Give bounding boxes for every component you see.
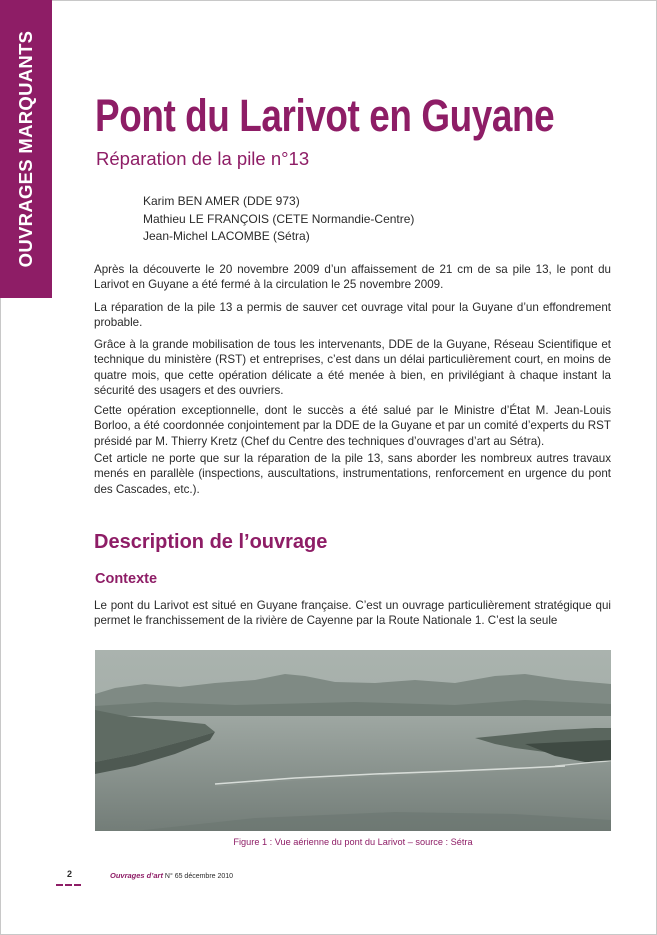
subsection-heading: Contexte: [95, 571, 158, 587]
aerial-bridge-photo: [95, 650, 611, 831]
section-band: [0, 0, 52, 298]
section-heading: Description de l’ouvrage: [94, 531, 328, 553]
journal-issue: N° 65 décembre 2010: [164, 873, 234, 880]
intro-paragraph: La réparation de la pile 13 a permis de sauver cet ouvrage vital pour la Guyane d’un effondrement probable.: [94, 301, 611, 330]
section-band-label: OUVRAGES MARQUANTS: [15, 30, 36, 268]
article-title: Pont du Larivot en Guyane: [95, 90, 555, 141]
figure-caption: Figure 1 : Vue aérienne du pont du Larivot – source : Sétra: [233, 837, 473, 847]
intro-paragraph: Cette opération exceptionnelle, dont le succès a été salué par le Ministre d’État M. Jean-Louis Borloo, a été coordonnée conjointement par la DDE de la Guyane et par un comité d’experts du RST présidé par M. Thierry Kretz (Chef du Centre des techniques d’ouvrages d’art au Sétra).: [94, 404, 611, 448]
intro-paragraph: Grâce à la grande mobilisation de tous les intervenants, DDE de la Guyane, Réseau Scientifique et technique du ministère (RST) et entreprises, c’est dans un délai particulièrement court, en moins de quatre mois, que cette opération délicate a été menée à bien, en privilégiant à chaque instant la sécurité des usagers et des ouvriers.: [94, 338, 611, 397]
article-subtitle: Réparation de la pile n°13: [96, 148, 310, 169]
journal-reference: [110, 871, 233, 880]
intro-paragraph: Après la découverte le 20 novembre 2009 d’un affaissement de 21 cm de sa pile 13, le pont du Larivot en Guyane a été fermé à la circulation le 25 novembre 2009.: [94, 263, 611, 292]
page-number-mark: [56, 884, 82, 890]
author-list: [143, 193, 414, 246]
author-item: Mathieu LE FRANÇOIS (CETE Normandie-Centre): [143, 211, 415, 226]
author-item: Karim BEN AMER (DDE 973): [143, 194, 300, 208]
context-paragraph: Le pont du Larivot est situé en Guyane française. C’est un ouvrage particulièrement stratégique qui permet le franchissement de la rivière de Cayenne par la Route Nationale 1. C’est la seule: [94, 599, 611, 628]
author-item: Jean-Michel LACOMBE (Sétra): [143, 229, 310, 243]
intro-paragraph: Cet article ne porte que sur la réparation de la pile 13, sans aborder les nombreux autres travaux menés en parallèle (inspections, auscultations, instrumentations, renforcement en urgence du pont des Cascades, etc.).: [94, 452, 611, 496]
page-number: 2: [67, 869, 73, 879]
journal-name: Ouvrages d’art: [110, 871, 163, 880]
